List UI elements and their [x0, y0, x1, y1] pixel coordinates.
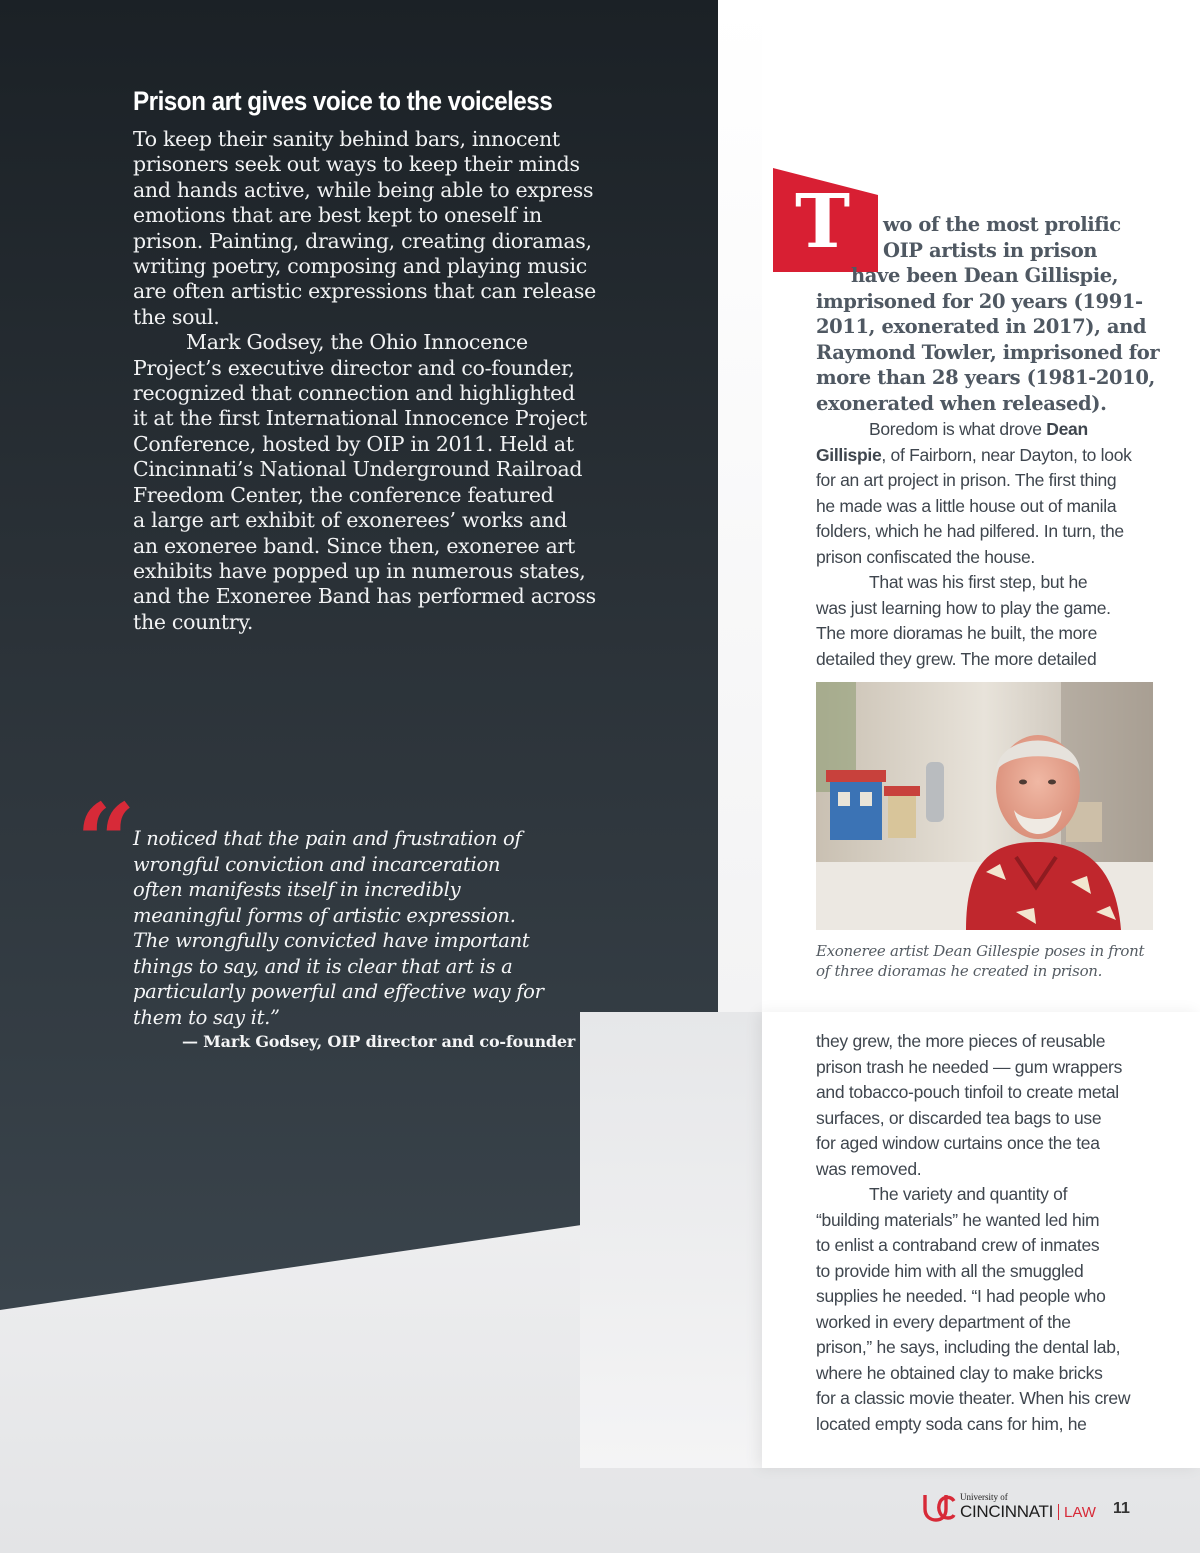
text-run: , of Fairborn, near Dayton, to look — [881, 444, 1132, 465]
text-line: he made was a little house out of manila — [816, 495, 1117, 516]
text-line — [816, 443, 1156, 469]
artist-photo — [816, 682, 1153, 930]
quote-line: often manifests itself in incredibly — [133, 878, 461, 901]
text-line: and hands active, while being able to express — [133, 177, 594, 202]
text-line: prisoners seek out ways to keep their minds — [133, 152, 580, 177]
text-line: Freedom Center, the conference featured — [133, 482, 554, 507]
text-line: supplies he needed. “I had people who — [816, 1286, 1106, 1306]
quote-line: The wrongfully convicted have important — [133, 929, 530, 952]
caption-line: Exoneree artist Dean Gillespie poses in front — [816, 942, 1145, 960]
photo-caption — [816, 941, 1156, 981]
text-line: prison. Painting, drawing, creating dioramas, — [133, 228, 592, 253]
page-number: 11 — [1113, 1500, 1130, 1517]
drop-cap: T — [795, 179, 851, 265]
uc-monogram-icon — [922, 1492, 956, 1522]
text-line: That was his first step, but he — [869, 572, 1088, 592]
lead-line: wo of the most prolific — [883, 213, 1121, 236]
name-highlight: Gillispie — [816, 444, 882, 465]
text-line: recognized that connection and highlighted — [133, 381, 575, 406]
text-run: Boredom is what drove — [869, 419, 1047, 439]
article-body-top — [816, 417, 1156, 672]
logo-cincinnati: CINCINNATI — [960, 1502, 1054, 1521]
university-logo — [922, 1490, 1096, 1524]
text-line: located empty soda cans for him, he — [816, 1413, 1087, 1434]
text-line: a large art exhibit of exonerees’ works and — [133, 508, 567, 533]
lead-line: 2011, exonerated in 2017), and — [816, 315, 1147, 338]
quote-line: things to say, and it is clear that art is a — [133, 954, 513, 978]
text-line: for aged window curtains once the tea — [816, 1133, 1100, 1153]
sidebar-heading: Prison art gives voice to the voiceless — [133, 86, 553, 116]
text-line: prison,” he says, including the dental lab, — [816, 1337, 1121, 1357]
photo-illustration — [816, 682, 1153, 930]
text-line — [816, 417, 1156, 443]
logo-wordmark — [960, 1492, 1096, 1522]
text-line: to provide him with all the smuggled — [816, 1260, 1084, 1281]
text-line: Mark Godsey, the Ohio Innocence — [186, 330, 528, 355]
logo-row — [960, 1502, 1096, 1522]
text-line: the soul. — [133, 304, 220, 329]
text-line: surfaces, or discarded tea bags to use — [816, 1107, 1102, 1128]
text-line: prison trash he needed — gum wrappers — [816, 1056, 1123, 1077]
logo-university-of: University of — [960, 1492, 1008, 1502]
text-line: where he obtained clay to make bricks — [816, 1362, 1103, 1383]
lead-line: exonerated when released). — [816, 391, 1107, 415]
pull-quote — [133, 826, 593, 1030]
grey-accent-block — [580, 1012, 762, 1468]
name-highlight: Dean — [1046, 419, 1088, 439]
text-line: worked in every department of the — [816, 1311, 1071, 1332]
logo-law: LAW — [1064, 1504, 1096, 1521]
text-line: exhibits have popped up in numerous states, — [133, 558, 586, 583]
text-line: was just learning how to play the game. — [816, 597, 1111, 618]
text-line: for a classic movie theater. When his crew — [816, 1388, 1131, 1408]
quote-line: wrongful conviction and incarceration — [133, 852, 501, 876]
text-line: emotions that are best kept to oneself in — [133, 203, 542, 228]
text-line: and tobacco-pouch tinfoil to create metal — [816, 1082, 1119, 1102]
text-line: was removed. — [816, 1158, 922, 1179]
text-line: they grew, the more pieces of reusable — [816, 1031, 1106, 1051]
quote-mark-icon: “ — [76, 780, 126, 903]
text-line: Conference, hosted by OIP in 2011. Held at — [133, 431, 574, 456]
text-line: Project’s executive director and co-founder, — [133, 355, 575, 380]
lead-line: have been Dean Gillispie, — [851, 264, 1119, 287]
text-line: Cincinnati’s National Underground Railroad — [133, 457, 583, 482]
article-body-bottom — [816, 1029, 1156, 1437]
lead-line: Raymond Towler, imprisoned for — [816, 340, 1160, 364]
lead-paragraph — [816, 212, 1160, 416]
text-line: detailed they grew. The more detailed — [816, 648, 1097, 669]
text-line: To keep their sanity behind bars, innocent — [133, 127, 560, 151]
text-line: for an art project in prison. The first thing — [816, 470, 1117, 490]
sidebar-body — [133, 127, 603, 635]
text-line: writing poetry, composing and playing music — [133, 254, 587, 279]
quote-line: them to say it.” — [133, 1005, 280, 1029]
text-line: “building materials” he wanted led him — [816, 1209, 1100, 1230]
logo-divider — [1058, 1504, 1059, 1520]
lead-line: imprisoned for 20 years (1991- — [816, 289, 1143, 313]
text-line: are often artistic expressions that can release — [133, 279, 596, 304]
text-line: it at the first International Innocence Project — [133, 406, 587, 431]
caption-line: of three dioramas he created in prison. — [816, 962, 1103, 980]
lead-line: OIP artists in prison — [883, 238, 1098, 262]
quote-line: particularly powerful and effective way for — [133, 980, 544, 1003]
lead-line: more than 28 years (1981-2010, — [816, 366, 1155, 389]
quote-line: I noticed that the pain and frustration of — [133, 827, 522, 850]
text-line: prison confiscated the house. — [816, 546, 1035, 567]
text-line: The variety and quantity of — [869, 1184, 1068, 1204]
quote-line: meaningful forms of artistic expression. — [133, 903, 516, 927]
text-line: folders, which he had pilfered. In turn, the — [816, 521, 1124, 541]
text-line: the country. — [133, 609, 254, 634]
text-line: The more dioramas he built, the more — [816, 623, 1098, 643]
text-line: an exoneree band. Since then, exoneree art — [133, 533, 575, 558]
text-line: to enlist a contraband crew of inmates — [816, 1235, 1100, 1255]
text-line: and the Exoneree Band has performed across — [133, 584, 596, 609]
quote-attribution: — Mark Godsey, OIP director and co-founder — [182, 1032, 576, 1051]
